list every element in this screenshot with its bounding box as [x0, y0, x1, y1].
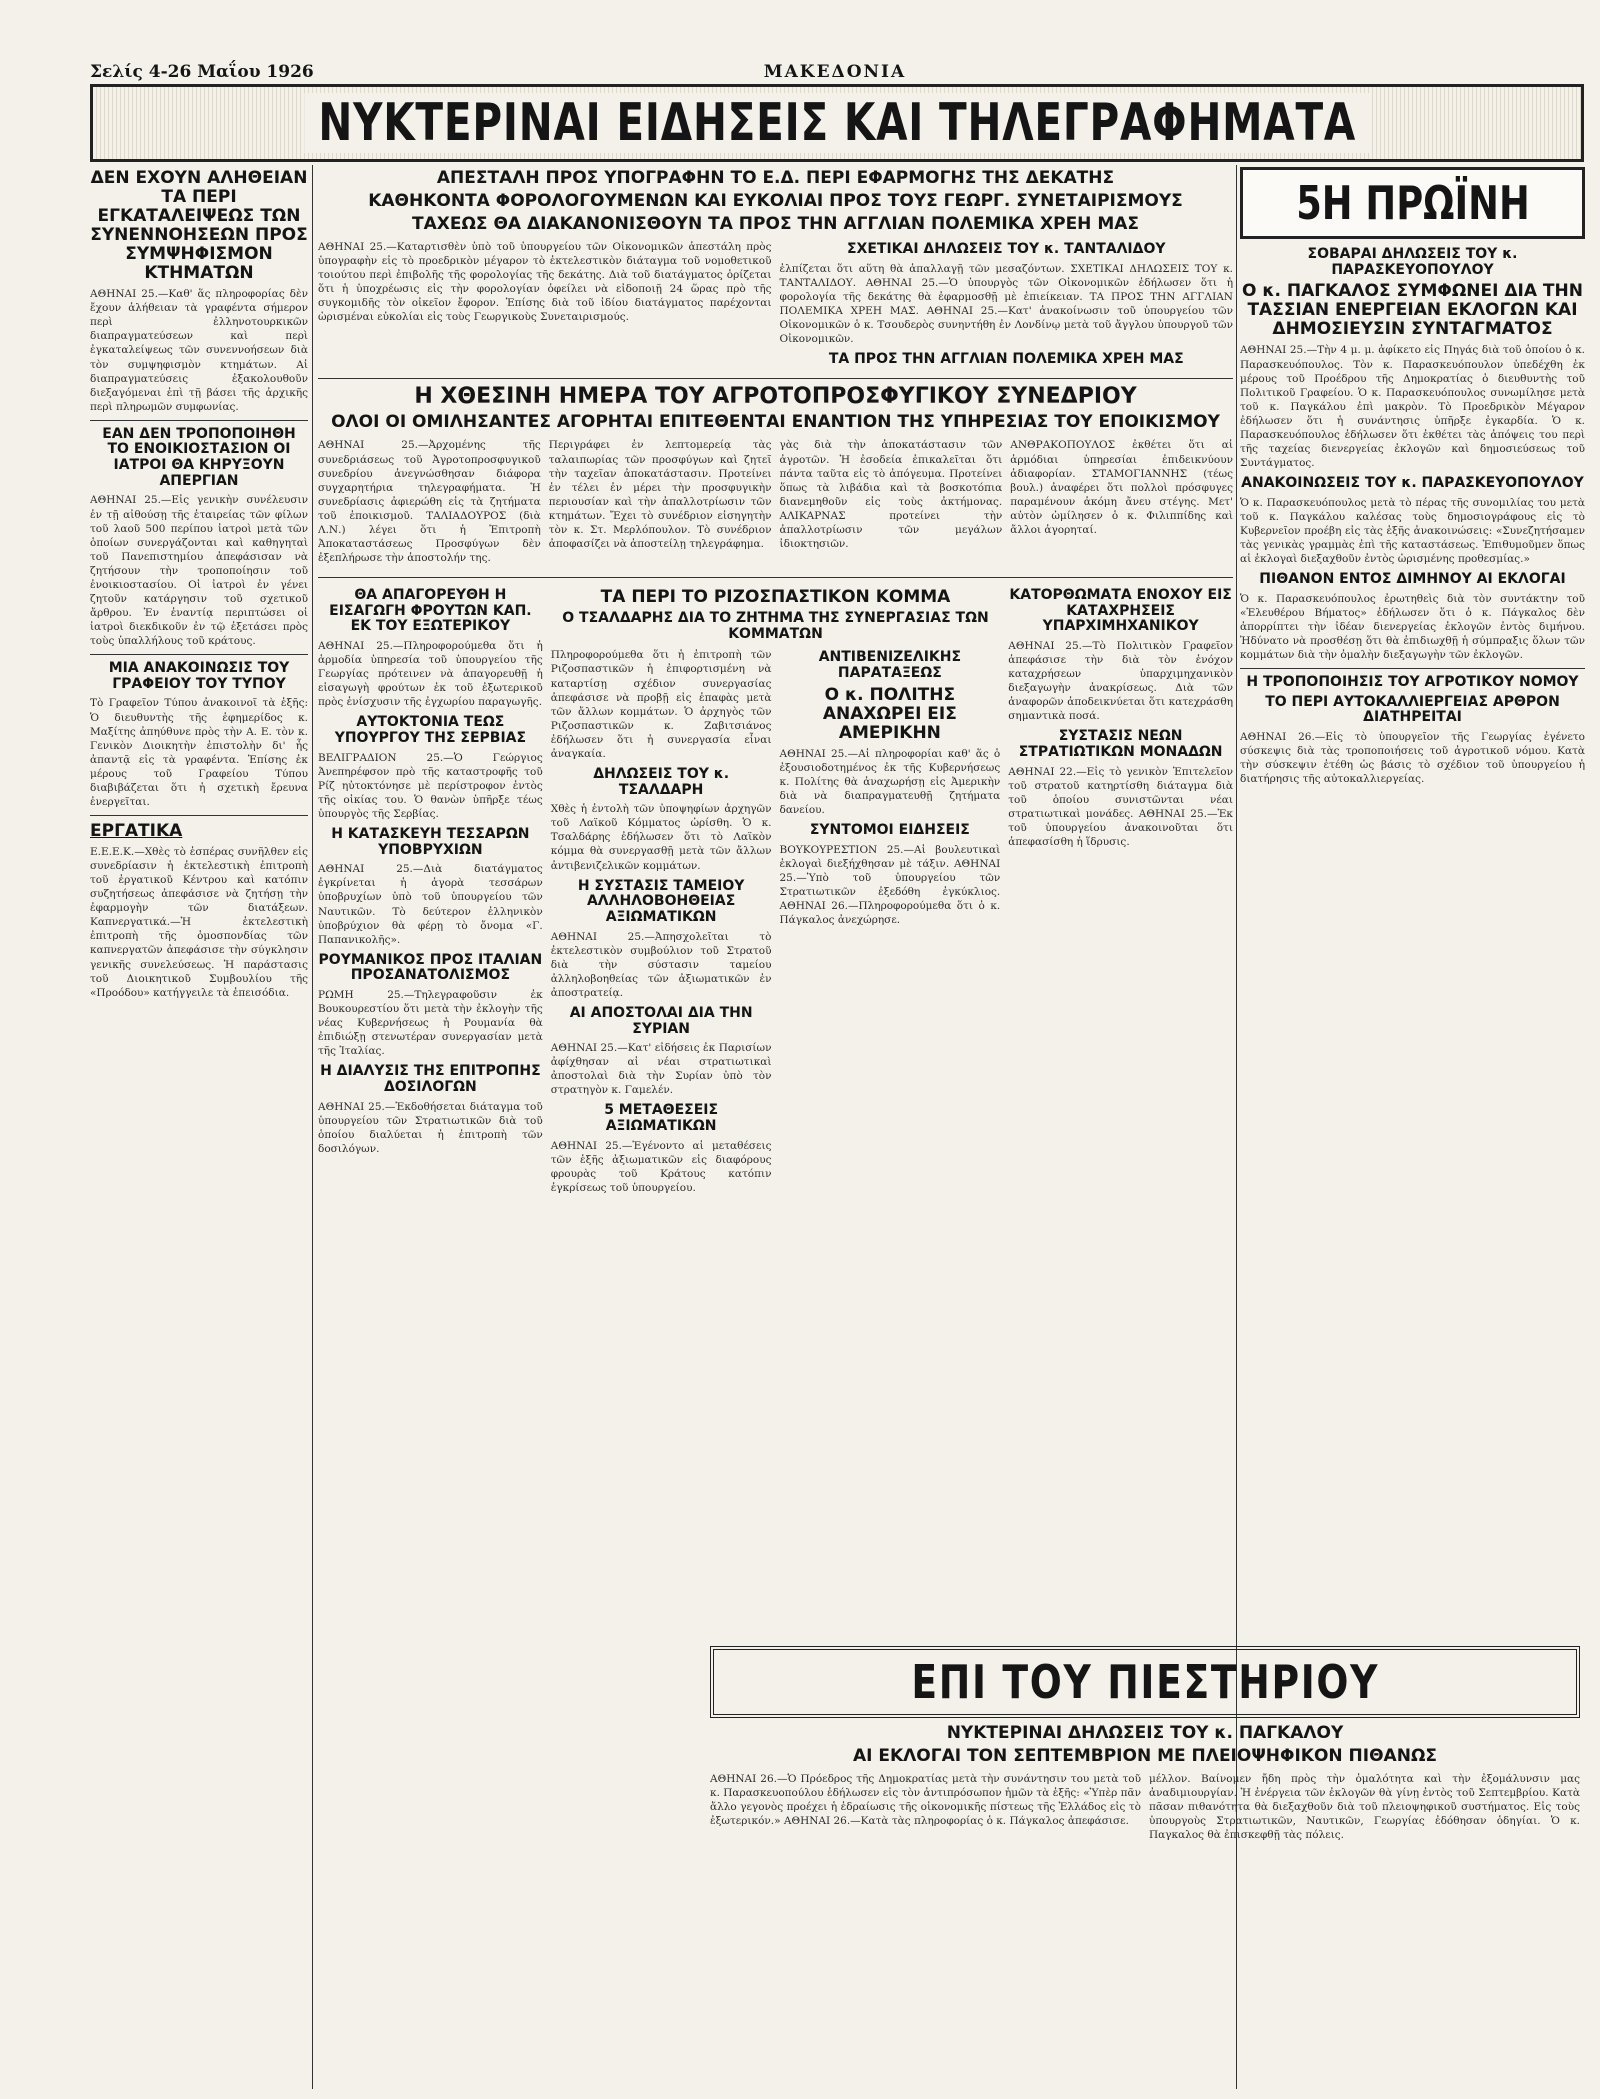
subhead-tantalidou: ΣΧΕΤΙΚΑΙ ΔΗΛΩΣΕΙΣ ΤΟΥ κ. ΤΑΝΤΑΛΙΔΟΥ: [846, 241, 1166, 258]
article-syria: ΑΘΗΝΑΙ 25.—Κατ' εἰδήσεις ἐκ Παρισίων ἀφίχθησαν αἱ νέαι στρατιωτικαὶ ἀποστολαὶ διὰ τὴν Συρίαν ὑπὸ τὸν στρατηγὸν κ. Γαμελέν.: [550, 1042, 772, 1097]
headline-paraskevopoulos-2: Ο κ. ΠΑΓΚΑΛΟΣ ΣΥΜΦΩΝΕΙ ΔΙΑ ΤΗΝ ΤΑΣΣΙΑΝ ΕΝΕΡΓΕΙΑΝ ΕΚΛΟΓΩΝ ΚΑΙ ΔΗΜΟΣΙΕΥΣΙΝ ΣΥΝΤΑΓΜΑΤΟΣ: [1242, 281, 1583, 340]
rizospastikon-left: [551, 646, 772, 1201]
agro-article: [318, 436, 1233, 571]
headline-politis: Ο κ. ΠΟΛΙΤΗΣ ΑΝΑΧΩΡΕΙ ΕΙΣ ΑΜΕΡΙΚΗΝ: [822, 684, 957, 743]
headline-ypovryxia: Η ΚΑΤΑΣΚΕΥΗ ΤΕΣΣΑΡΩΝ ΥΠΟΒΡΥΧΙΩΝ: [331, 826, 530, 858]
article-autoktonia: ΒΕΛΙΓΡΑΔΙΟΝ 25.—Ὁ Γεώργιος Ἀνεπηρέφσον πρὸ τῆς καταστροφῆς τοῦ Ρίζ ηὐτοκτόνησε μὲ περίστροφον ἐντὸς τῆς οἰκίας του. Ὁ θανὼν ὑπῆρξε τέως ὑπουργὸς τῆς Σερβίας.: [318, 751, 543, 820]
article-agrotikos-nomos: ΑΘΗΝΑΙ 26.—Εἰς τὸ ὑπουργεῖον τῆς Γεωργίας ἐγένετο σύσκεψις διὰ τὰς τροποποιήσεις τοῦ ἀγροτικοῦ νόμου. Κατὰ τὴν σύσκεψιν ἐτέθη ὡς βάσις τὸ σχέδιον τοῦ ὑπουργείου ἡ διατήρησις τῆς αὐτοκαλλιεργείας.: [1240, 730, 1585, 786]
headline-dosilogoi: Η ΔΙΑΛΥΣΙΣ ΤΗΣ ΕΠΙΤΡΟΠΗΣ ΔΟΣΙΛΟΓΩΝ: [320, 1063, 541, 1096]
article-ekloges-dimhnou: Ὁ κ. Παρασκευόπουλος ἐρωτηθεὶς διὰ τὸν συντάκτην τοῦ «Ἐλευθέρου Βήματος» ἐδήλωσεν ὅτι ὁ κ. Πάγκαλος δὲν ἀπορρίπτει τὴν ἰδέαν διενεργείας ἐκλογῶν ἐντὸς διμήνου. Ἠδύνατο νὰ προσθέσῃ ὅτι θὰ ἐπιδιωχθῇ ἡ σύμπραξις ὅλων τῶν κομμάτων διὰ τὴν ὁμαλὴν διεξαγωγὴν τῶν ἐκλογῶν.: [1240, 592, 1585, 661]
piestirio-section: [710, 1640, 1580, 1848]
headline-iatroi: ΕΑΝ ΔΕΝ ΤΡΟΠΟΠΟΙΗΘΗ ΤΟ ΕΝΟΙΚΙΟΣΤΑΣΙΟΝ ΟΙ ΙΑΤΡΟΙ ΘΑ ΚΗΡΥΞΟΥΝ ΑΠΕΡΓΙΑΝ: [102, 425, 296, 489]
article-katoprthomata: ΑΘΗΝΑΙ 25.—Τὸ Πολιτικὸν Γραφεῖον ἀπεφάσισε τὴν διὰ τὸν ἐνόχον καταχρήσεων ὑπαρχιμηχανικὸν διεξαγωγὴν ἀνακρίσεως. Διὰ τῶν ἀναφορῶν ἀποδεικνύεται ὅτι κατεχράσθη σημαντικὰ ποσά.: [1008, 640, 1233, 723]
headline-roumanikos: ΡΟΥΜΑΝΙΚΟΣ ΠΡΟΣ ΙΤΑΛΙΑΝ ΠΡΟΣΑΝΑΤΟΛΙΣΜΟΣ: [318, 951, 543, 984]
subhead-aftokalliergeia: ΤΟ ΠΕΡΙ ΑΥΤΟΚΑΛΛΙΕΡΓΕΙΑΣ ΑΡΘΡΟΝ ΔΙΑΤΗΡΕΙΤΑΙ: [1265, 693, 1560, 726]
headline-paraskevopoulos-1: ΣΟΒΑΡΑΙ ΔΗΛΩΣΕΙΣ ΤΟΥ κ. ΠΑΡΑΣΚΕΥΟΠΟΥΛΟΥ: [1307, 246, 1518, 278]
section-title-banner: [90, 84, 1584, 162]
headline-autoktonia: ΑΥΤΟΚΤΟΝΙΑ ΤΕΩΣ ΥΠΟΥΡΓΟΥ ΤΗΣ ΣΕΡΒΙΑΣ: [334, 714, 527, 747]
article-ergatika: Ε.Ε.Ε.Κ.—Χθὲς τὸ ἑσπέρας συνῆλθεν εἰς συνεδρίασιν ἡ ἐκτελεστικὴ ἐπιτροπὴ τοῦ ἐργατικοῦ Κέντρου καὶ κατόπιν συζητήσεως ἀπεφάσισε νὰ ζητήσῃ τὴν ἐφαρμογὴν τῶν διατάξεων. Καπνεργατικά.—Ἡ ἐκτελεστικὴ ἐπιτροπὴ τῆς ὁμοσπονδίας τῶν καπνεργατῶν ἀπεφάσισε τὴν σύγκλησιν γενικῆς συνελεύσεως. Ἡ παράστασις τοῦ Διοικητικοῦ Συμβουλίου τῆς «Προόδου» κατήγγειλε τὰ ἐπεισόδια.: [90, 846, 308, 999]
rizospastikon-grid: [551, 646, 1001, 1201]
masthead: [90, 60, 1580, 84]
article-metatheseis: ΑΘΗΝΑΙ 25.—Ἐγένοντο αἱ μεταθέσεις τῶν ἑξῆς ἀξιωματικῶν εἰς διαφόρους φρουρὰς τοῦ Κράτους κατόπιν ἐγκρίσεως τοῦ ὑπουργείου.: [550, 1139, 772, 1195]
proti-label: 5Η ΠΡΩΪΝΗ: [1295, 176, 1530, 230]
lead-article: [318, 238, 1233, 372]
article-tsaldaris: Χθὲς ἡ ἐντολὴ τῶν ὑποψηφίων ἀρχηγῶν τοῦ Λαϊκοῦ Κόμματος ὡρίσθη. Ὁ κ. Τσαλδάρης ἐδήλωσεν ὅτι τὸ Λαϊκὸν κόμμα θὰ συνεργασθῇ μετὰ τῶν ἄλλων ἀντιβενιζελικῶν κομμάτων.: [550, 803, 772, 872]
headline-apagoreusi: ΘΑ ΑΠΑΓΟΡΕΥΘΗ Η ΕΙΣΑΓΩΓΗ ΦΡΟΥΤΩΝ ΚΑΠ. ΕΚ ΤΟΥ ΕΞΩΤΕΡΙΚΟΥ: [329, 587, 532, 635]
subhead-chreh: ΤΑ ΠΡΟΣ ΤΗΝ ΑΓΓΛΙΑΝ ΠΟΛΕΜΙΚΑ ΧΡΕΗ ΜΑΣ: [828, 351, 1184, 368]
headline-pagkalos-dhlwseis: ΝΥΚΤΕΡΙΝΑΙ ΔΗΛΩΣΕΙΣ ΤΟΥ κ. ΠΑΓΚΑΛΟΥ: [946, 1723, 1344, 1743]
headline-anakoinoseis: ΑΝΑΚΟΙΝΩΣΕΙΣ ΤΟΥ κ. ΠΑΡΑΣΚΕΥΟΠΟΥΛΟΥ: [1241, 475, 1584, 491]
pagkalos-article-left: ΑΘΗΝΑΙ 26.—Ὁ Πρόεδρος τῆς Δημοκρατίας μετὰ τὴν συνάντησιν του μετὰ τοῦ κ. Παρασκευοπούλου ἐδήλωσεν εἰς τὸν ἀντιπρόσωπον ἡμῶν τὰ ἑξῆς: «Ὑπὲρ πᾶν ἄλλο γεγονὸς προέχει ἡ ἐδραίωσις τῆς οἰκονομικῆς πίστεως τῆς Ἑλλάδος εἰς τὸ ἐξωτερικόν.» ΑΘΗΝΑΙ 26.—Κατὰ τὰς πληροφορίας ὁ κ. Πάγκαλος ἀπεφάσισε.: [710, 1773, 1141, 1828]
agro-headline-2: ΟΛΟΙ ΟΙ ΟΜΙΛΗΣΑΝΤΕΣ ΑΓΟΡΗΤΑΙ ΕΠΙΤΕΘΕΝΤΑΙ ΕΝΑΝΤΙΟΝ ΤΗΣ ΥΠΗΡΕΣΙΑΣ ΤΟΥ ΕΠΟΙΚΙΣΜΟΥ: [331, 412, 1220, 433]
divider: [90, 654, 308, 655]
divider: [318, 378, 1233, 379]
lead-headline-1: ΑΠΕΣΤΑΛΗ ΠΡΟΣ ΥΠΟΓΡΑΦΗΝ ΤΟ Ε.Δ. ΠΕΡΙ ΕΦΑΡΜΟΓΗΣ ΤΗΣ ΔΕΚΑΤΗΣ: [436, 168, 1115, 188]
agro-col-3: γὰς διὰ τὴν ἀποκατάστασιν τῶν ἀγροτῶν. Ἡ ἐσοδεία ἐπικαλεῖται ὅτι πάντα ταῦτα εἰς τὸ ἀπόγευμα. Προτείνει ὅπως τὰ λιβάδια καὶ τὰ βοσκοτόπια διανεμηθοῦν εἰς τοὺς ἀκτήμονας. ΑΛΙΚΑΡΝΑΣ προτείνει τὴν ἀπαλλοτρίωσιν τῶν μεγάλων ἰδιοκτησιῶν.: [779, 439, 1003, 550]
pagkalos-article-right: μέλλον. Βαίνομεν ἤδη πρὸς τὴν ὁμαλότητα καὶ τὴν ἐξομάλυνσιν μας ἀναδιμιουργίαν. Ἡ ἐνέργεια τῶν ἐκλογῶν θὰ γίνῃ ἐντὸς τοῦ Σεπτεμβρίου. Κατὰ πᾶσαν πιθανότητα θὰ διεξαχθοῦν διὰ τοῦ πλειοψηφικοῦ συστήματος. Εἰς τοὺς ὑπουργοὺς Στρατιωτικῶν, Ναυτικῶν, Γεωργίας ἐδόθησαν ὁδηγίαι. Ὁ κ. Παγκαλος θὰ ἐπισκεφθῇ τὰς πόλεις.: [1149, 1773, 1580, 1842]
lead-article-right: [780, 238, 1234, 372]
article-dosilogoi: ΑΘΗΝΑΙ 25.—Ἐκδοθήσεται διάταγμα τοῦ ὑπουργείου τῶν Στρατιωτικῶν διὰ τοῦ ὁποίου διαλύεται ἡ ἐπιτροπὴ τῶν δοσιλόγων.: [318, 1100, 543, 1155]
subhead-tsaldaris: ΔΗΛΩΣΕΙΣ ΤΟΥ κ. ΤΣΑΛΔΑΡΗ: [593, 765, 730, 798]
paper-name: ΜΑΚΕΔΟΝΙΑ: [763, 62, 907, 82]
headline-agrotikos-nomos: Η ΤΡΟΠΟΠΟΙΗΣΙΣ ΤΟΥ ΑΓΡΟΤΙΚΟΥ ΝΟΜΟΥ: [1246, 673, 1579, 690]
headline-tameio: Η ΣΥΣΤΑΣΙΣ ΤΑΜΕΙΟΥ ΑΛΛΗΛΟΒΟΗΘΕΙΑΣ ΑΞΙΩΜΑΤΙΚΩΝ: [577, 877, 745, 925]
article-ypovryxia: ΑΘΗΝΑΙ 25.—Διὰ διατάγματος ἐγκρίνεται ἡ ἀγορὰ τεσσάρων ὑποβρυχίων ὑπὸ τοῦ ὑπουργείου τῶν Ναυτικῶν. Τὸ δεύτερον ἐλληνικὸν ὑποβρύχιον θὰ φέρῃ τὸ ὄνομα «Γ. Παπανικολῆς».: [318, 863, 543, 946]
headline-grafeio-typou: ΜΙΑ ΑΝΑΚΟΙΝΩΣΙΣ ΤΟΥ ΓΡΑΦΕΙΟΥ ΤΟΥ ΤΥΠΟΥ: [108, 660, 290, 692]
lead-article-left: ΑΘΗΝΑΙ 25.—Καταρτισθὲν ὑπὸ τοῦ ὑπουργείου τῶν Οἰκονομικῶν ἀπεστάλη πρὸς ὑπογραφὴν εἰς τὸ προεδρικὸν μέγαρον τὸ ἐκτελεστικὸν διάταγμα τοῦ νομοθετικοῦ τοιούτου περὶ ἐπιβολῆς τῆς φορολογίας τῆς δεκάτης. Διὰ τοῦ διατάγματος ὁρίζεται ὅτι ἡ ὑποχρέωσις εἰς τὴν φορολογίαν ὀφείλει νὰ εἰδοποιῇ 24 ὥρας πρὸ τῆς συγκομιδῆς τὸν οἰκεῖον ἔφορον. Ἐπίσης διὰ τοῦ ἰδίου διατάγματος παρέχονται ὡρισμέναι εὐκολίαι εἰς τοὺς Γεωργικοὺς Συνεταιρισμούς.: [318, 241, 772, 324]
lower-col-right: [1008, 584, 1233, 1201]
headline-ergatika: ΕΡΓΑΤΙΚΑ: [90, 820, 183, 841]
lead-headline-3: ΤΑΧΕΩΣ ΘΑ ΔΙΑΚΑΝΟΝΙΣΘΟΥΝ ΤΑ ΠΡΟΣ ΤΗΝ ΑΓΓΛΙΑΝ ΠΟΛΕΜΙΚΑ ΧΡΕΗ ΜΑΣ: [411, 214, 1140, 235]
article-apagoreusi: ΑΘΗΝΑΙ 25.—Πληροφορούμεθα ὅτι ἡ ἁρμοδία ὑπηρεσία τοῦ ὑπουργείου τῆς Γεωργίας πρότεινεν νὰ ἀπαγορευθῇ ἡ εἰσαγωγὴ φρούτων ἐκ τοῦ ἐξωτερικοῦ πρὸς ἐνίσχυσιν τῆς ἐγχωρίου παραγωγῆς.: [318, 640, 543, 709]
proti-box: [1240, 167, 1585, 239]
lower-grid: [318, 584, 1233, 1201]
headline-metatheseis: 5 ΜΕΤΑΘΕΣΕΙΣ ΑΞΙΩΜΑΤΙΚΩΝ: [604, 1102, 719, 1135]
lead-headline-2: ΚΑΘΗΚΟΝΤΑ ΦΟΡΟΛΟΓΟΥΜΕΝΩΝ ΚΑΙ ΕΥΚΟΛΙΑΙ ΠΡΟΣ ΤΟΥΣ ΓΕΩΡΓ. ΣΥΝΕΤΑΙΡΙΣΜΟΥΣ: [368, 191, 1183, 212]
article-grafeio-typou: Τὸ Γραφεῖον Τύπου ἀνακοινοῖ τὰ ἑξῆς: Ὁ διευθυντὴς τῆς ἐφημερίδος κ. Μαξίτης ἀπηύθυνε πρὸς τὴν Α. Ε. τὸν κ. Γενικὸν Διοικητὴν ἐπιστολὴν δι' ἧς ἀπαντᾷ εἰς τὰ γραφέντα. Ἐπίσης ἐκ μέρους τοῦ Γραφείου Τύπου διαβιβάζεται ὅτι ἡ σχετικὴ ἔρευνα ἐνεργεῖται.: [90, 697, 308, 808]
divider: [1240, 668, 1585, 669]
headline-ekloges-dimhnou: ΠΙΘΑΝΟΝ ΕΝΤΟΣ ΔΙΜΗΝΟΥ ΑΙ ΕΚΛΟΓΑΙ: [1259, 570, 1566, 587]
lower-col-left: [318, 584, 543, 1201]
column-rule: [312, 165, 313, 2089]
headline-ekloges-septemvrion: ΑΙ ΕΚΛΟΓΑΙ ΤΟΝ ΣΕΠΤΕΜΒΡΙΟΝ ΜΕ ΠΛΕΙΟΨΗΦΙΚΟΝ ΠΙΘΑΝΩΣ: [852, 1746, 1438, 1767]
article-rizospastikon: Πληροφορούμεθα ὅτι ἡ ἐπιτροπὴ τῶν Ριζοσπαστικῶν ἡ ἐπιφορτισμένη νὰ καταρτίσῃ σχέδιον συνεργασίας ἀπεφάσισε νὰ προβῇ εἰς ἐπαφὰς μετὰ τῶν ἄλλων κομμάτων. Ὁ ἀρχηγὸς τῶν Ριζοσπαστικῶν κ. Ζαβιτσιάνος ἐδήλωσεν ὅτι ἡ συνεργασία εἶναι ἀναγκαία.: [550, 649, 772, 760]
headline-syntomoi: ΣΥΝΤΟΜΟΙ ΕΙΔΗΣΕΙΣ: [809, 822, 970, 839]
article-iatroi: ΑΘΗΝΑΙ 25.—Εἰς γενικὴν συνέλευσιν ἐν τῇ αἰθούσῃ τῆς ἑταιρείας τῶν φίλων τοῦ λαοῦ 500 περίπου ἰατροὶ μετὰ τῶν ὁποίων συνεργάζονται καὶ καθηγηταὶ τοῦ Πανεπιστημίου ἀπεφάσισαν νὰ ζητήσουν τὴν τροποποίησιν τοῦ ἐνοικιοστασίου. Οἱ ἰατροὶ ἐν γένει ζητοῦν κατάργησιν τοῦ σχετικοῦ ἄρθρου. Ἐν ἐναντίᾳ περιπτώσει οἱ ἰατροὶ διεκδικοῦν ἐν τῷ ἐξετάσει πρὸς τοὺς ὑπαλλήλους τοῦ κράτους.: [90, 494, 308, 648]
agro-col-1: ΑΘΗΝΑΙ 25.—Ἀρχομένης τῆς συνεδριάσεως τοῦ Ἀγροτοπροσφυγικοῦ συνεδρίου ἀνεγνώσθησαν διάφορα συγχαρητήρια τηλεγραφήματα. Ἡ συνεδρίασις ἀφιερώθη εἰς τὰ ζητήματα τοῦ ἐποικισμοῦ. ΤΑΛΙΑΔΟΥΡΟΣ (διὰ Λ.Ν.) λέγει ὅτι ἡ Ἐπιτροπὴ Ἀποκαταστάσεως Προσφύγων δὲν ἐξεπλήρωσε τὴν ἀποστολήν της.: [318, 439, 541, 564]
pagkalos-article: [710, 1770, 1580, 1848]
headline-rizospastikon-2: Ο ΤΣΑΛΔΑΡΗΣ ΔΙΑ ΤΟ ΖΗΤΗΜΑ ΤΗΣ ΣΥΝΕΡΓΑΣΙΑΣ ΤΩΝ ΚΟΜΜΑΤΩΝ: [562, 610, 989, 642]
headline-katoprthomata: ΚΑΤΟΡΘΩΜΑΤΑ ΕΝΟΧΟΥ ΕΙΣ ΚΑΤΑΧΡΗΣΕΙΣ ΥΠΑΡΧΙΜΗΧΑΝΙΚΟΥ: [1009, 587, 1232, 635]
article-tameio: ΑΘΗΝΑΙ 25.—Ἀπησχολεῖται τὸ ἐκτελεστικὸν συμβούλιον τοῦ Στρατοῦ διὰ τὴν σύστασιν ταμείου ἀλληλοβοηθείας τῶν ἀξιωματικῶν ἐν ἀποστρατείᾳ.: [550, 930, 772, 999]
page-date: Σελίς 4-26 Μαΐου 1926: [90, 62, 314, 82]
article-anakoinoseis: Ὁ κ. Παρασκευόπουλος μετὰ τὸ πέρας τῆς συνομιλίας του μετὰ τοῦ κ. Παγκάλου καλέσας τοὺς δημοσιογράφους εἰς τὸ Κυβερνεῖον προέβη εἰς τὰς ἑξῆς ἀνακοινώσεις: «Συνεζητήσαμεν τὰς γενικὰς γραμμὰς ἐπὶ τῆς καταστάσεως. Ἐπιθυμοῦμεν ὅπως αἱ ἐκλογαὶ διεξαχθοῦν ἐντὸς ὡρισμένης προθεσμίας.»: [1240, 496, 1585, 565]
piestirio-box: [710, 1646, 1580, 1718]
divider: [318, 577, 1233, 578]
newspaper-page: [90, 0, 1590, 2099]
section-title: ΝΥΚΤΕΡΙΝΑΙ ΕΙΔΗΣΕΙΣ ΚΑΙ ΤΗΛΕΓΡΑΦΗΜΑΤΑ: [304, 93, 1370, 153]
agro-col-2: Περιγράφει ἐν λεπτομερείᾳ τὰς ταλαιπωρίας τῶν προσφύγων καὶ ζητεῖ τὴν ταχεῖαν ἀποκατάστασιν. Προτείνει ἐν τέλει ἐν μέρει τὴν προσφυγικὴν περιουσίαν καὶ τὴν ἀπαλλοτρίωσιν τῶν κτημάτων. Ἔχει τὸ συνέδριον εἰσηγητὴν τὸν κ. Στ. Μερλόπουλον. Τὸ συνέδριον ἀποφασίζει νὰ ἀποστείλῃ τηλεγράφημα.: [548, 439, 772, 550]
agro-col-4: ΑΝΘΡΑΚΟΠΟΥΛΟΣ ἐκθέτει ὅτι αἱ ἀρμόδιαι ὑπηρεσίαι ἐπιδεικνύουν ἀδιαφορίαν. ΣΤΑΜΟΓΙΑΝΝΗΣ (τέως βουλ.) ἀναφέρει ὅτι πολλοὶ πρόσφυγες παραμένουν ἀκόμη ἄνευ στέγης. Μετ' αὐτὸν ὡμίλησεν ὁ κ. Φιλιππίδης καὶ ἄλλοι ἀγορηταί.: [1010, 439, 1233, 536]
subhead-antivenizelikis: ΑΝΤΙΒΕΝΙΖΕΛΙΚΗΣ ΠΑΡΑΤΑΞΕΩΣ: [818, 649, 962, 682]
left-column: [90, 165, 308, 2089]
divider: [90, 420, 308, 421]
article-syntomoi: ΒΟΥΚΟΥΡΕΣΤΙΟΝ 25.—Αἱ βουλευτικαὶ ἐκλογαὶ διεξήχθησαν μὲ τάξιν. ΑΘΗΝΑΙ 25.—Ὑπὸ τοῦ ὑπουργείου τῶν Στρατιωτικῶν ἐξεδόθη ἐγκύκλιος. ΑΘΗΝΑΙ 26.—Πληροφορούμεθα ὅτι ὁ κ. Πάγκαλος ἀνεχώρησε.: [779, 843, 1001, 927]
headline-systasis: ΣΥΣΤΑΣΙΣ ΝΕΩΝ ΣΤΡΑΤΙΩΤΙΚΩΝ ΜΟΝΑΔΩΝ: [1018, 728, 1223, 761]
headline-rizospastikon-1: ΤΑ ΠΕΡΙ ΤΟ ΡΙΖΟΣΠΑΣΤΙΚΟΝ ΚΟΜΜΑ: [600, 587, 951, 608]
article-systasis: ΑΘΗΝΑΙ 22.—Εἰς τὸ γενικὸν Ἐπιτελεῖον τοῦ στρατοῦ κατηρτίσθη διάταγμα διὰ τοῦ ὁποίου συνιστῶνται νέαι στρατιωτικαὶ μονάδες. ΑΘΗΝΑΙ 25.—Ἐκ τοῦ ὑπουργείου ἀνακοινοῦται ὅτι ἀπεφασίσθη ἡ ἵδρυσις.: [1008, 765, 1233, 849]
rizospastikon-right: [780, 646, 1001, 1201]
headline-symfipsismos: ΔΕΝ ΕΧΟΥΝ ΑΛΗΘΕΙΑΝ ΤΑ ΠΕΡΙ ΕΓΚΑΤΑΛΕΙΨΕΩΣ ΤΩΝ ΣΥΝΕΝΝΟΗΣΕΩΝ ΠΡΟΣ ΣΥΜΨΗΦΙΣΜΟΝ ΚΤΗΜΑΤΩΝ: [90, 168, 308, 284]
lower-col-mid: [551, 584, 1001, 1201]
headline-syria: ΑΙ ΑΠΟΣΤΟΛΑΙ ΔΙΑ ΤΗΝ ΣΥΡΙΑΝ: [569, 1004, 753, 1037]
article-paraskevopoulos: ΑΘΗΝΑΙ 25.—Τὴν 4 μ. μ. ἀφίκετο εἰς Πηγάς διὰ τοῦ ὁποίου ὁ κ. Παρασκευόπουλος. Τὸν κ. Παρασκευόπουλον ὑπεδέχθη ἐκ μέρους τοῦ Προέδρου τῆς Δημοκρατίας ὁ διευθυντὴς τοῦ Πολιτικοῦ Γραφείου. Ὁ κ. Παρασκευόπουλος συνωμίλησε μετὰ τοῦ κ. Παγκάλου ἐπὶ μακρὸν. Τὸ Προεδρικὸν Μέγαρον ἐδήλωσεν ὅτι ἡ συνάντησις ὑπῆρξε ἐγκαρδία. Ὁ κ. Παρασκευόπουλος ἐδήλωσεν ὅτι ἐκθέτει τὰς ἀπόψεις του περὶ τῆς ταχείας διενεργείας ἐκλογῶν καὶ δημοσιεύσεως τοῦ Συντάγματος.: [1240, 344, 1585, 469]
piestirio-label: ΕΠΙ ΤΟΥ ΠΙΕΣΤΗΡΙΟΥ: [911, 1655, 1379, 1709]
divider: [90, 815, 308, 816]
lead-article-right-body: ἐλπίζεται ὅτι αὕτη θὰ ἀπαλλαγῇ τῶν μεσαζόντων. ΣΧΕΤΙΚΑΙ ΔΗΛΩΣΕΙΣ ΤΟΥ κ. ΤΑΝΤΑΛΙΔΟΥ. ΑΘΗΝΑΙ 25.—Ὁ ὑπουργὸς τῶν Οἰκονομικῶν ἐδήλωσεν ὅτι ἡ φορολογία τῆς δεκάτης θὰ ἐφαρμοσθῇ μὲ ἐπιείκειαν. ΤΑ ΠΡΟΣ ΤΗΝ ΑΓΓΛΙΑΝ ΠΟΛΕΜΙΚΑ ΧΡΕΗ ΜΑΣ. ΑΘΗΝΑΙ 25.—Κατ' ἀνακοίνωσιν τοῦ ὑπουργείου τῶν Οἰκονομικῶν ὁ κ. Τσουδερὸς συνηντήθη ἐν Λονδίνῳ μετὰ τοῦ ἄγγλου ὑπουργοῦ τῶν Οἰκονομικῶν.: [779, 262, 1233, 346]
article-roumanikos: ΡΩΜΗ 25.—Τηλεγραφοῦσιν ἐκ Βουκουρεστίου ὅτι μετὰ τὴν ἐκλογὴν τῆς νέας Κυβερνήσεως ἡ Ρουμανία θὰ ἐπιδιώξῃ στενωτέραν συνεργασίαν μετὰ τῆς Ἰταλίας.: [318, 989, 543, 1058]
agro-headline-1: Η ΧΘΕΣΙΝΗ ΗΜΕΡΑ ΤΟΥ ΑΓΡΟΤΟΠΡΟΣΦΥΓΙΚΟΥ ΣΥΝΕΔΡΙΟΥ: [414, 383, 1137, 409]
article-symfipsismos: ΑΘΗΝΑΙ 25.—Καθ' ἅς πληροφορίας δὲν ἔχουν ἀλήθειαν τὰ γραφέντα σήμερον περὶ ἐλληνοτουρκικῶν διαπραγματεύσεων καὶ περὶ ἐγκαταλείψεως τῶν συνεννοήσεων διὰ τὸν συμψηφισμὸν κτημάτων. Αἱ διαπραγματεύσεις ἐξακολουθοῦν διεξαγόμεναι ἐπὶ τῇ βάσει τῆς ἀρχικῆς περὶ πληρωμῶν συμφωνίας.: [90, 288, 308, 413]
article-politis: ΑΘΗΝΑΙ 25.—Αἱ πληροφορίαι καθ' ἅς ὁ ἐξουσιοδοτημένος ἐκ τῆς Κυβερνήσεως κ. Πολίτης θὰ ἀναχωρήσῃ εἰς Ἀμερικὴν διὰ νὰ διαπραγματευθῇ ζητήματα δανείου.: [779, 747, 1001, 817]
